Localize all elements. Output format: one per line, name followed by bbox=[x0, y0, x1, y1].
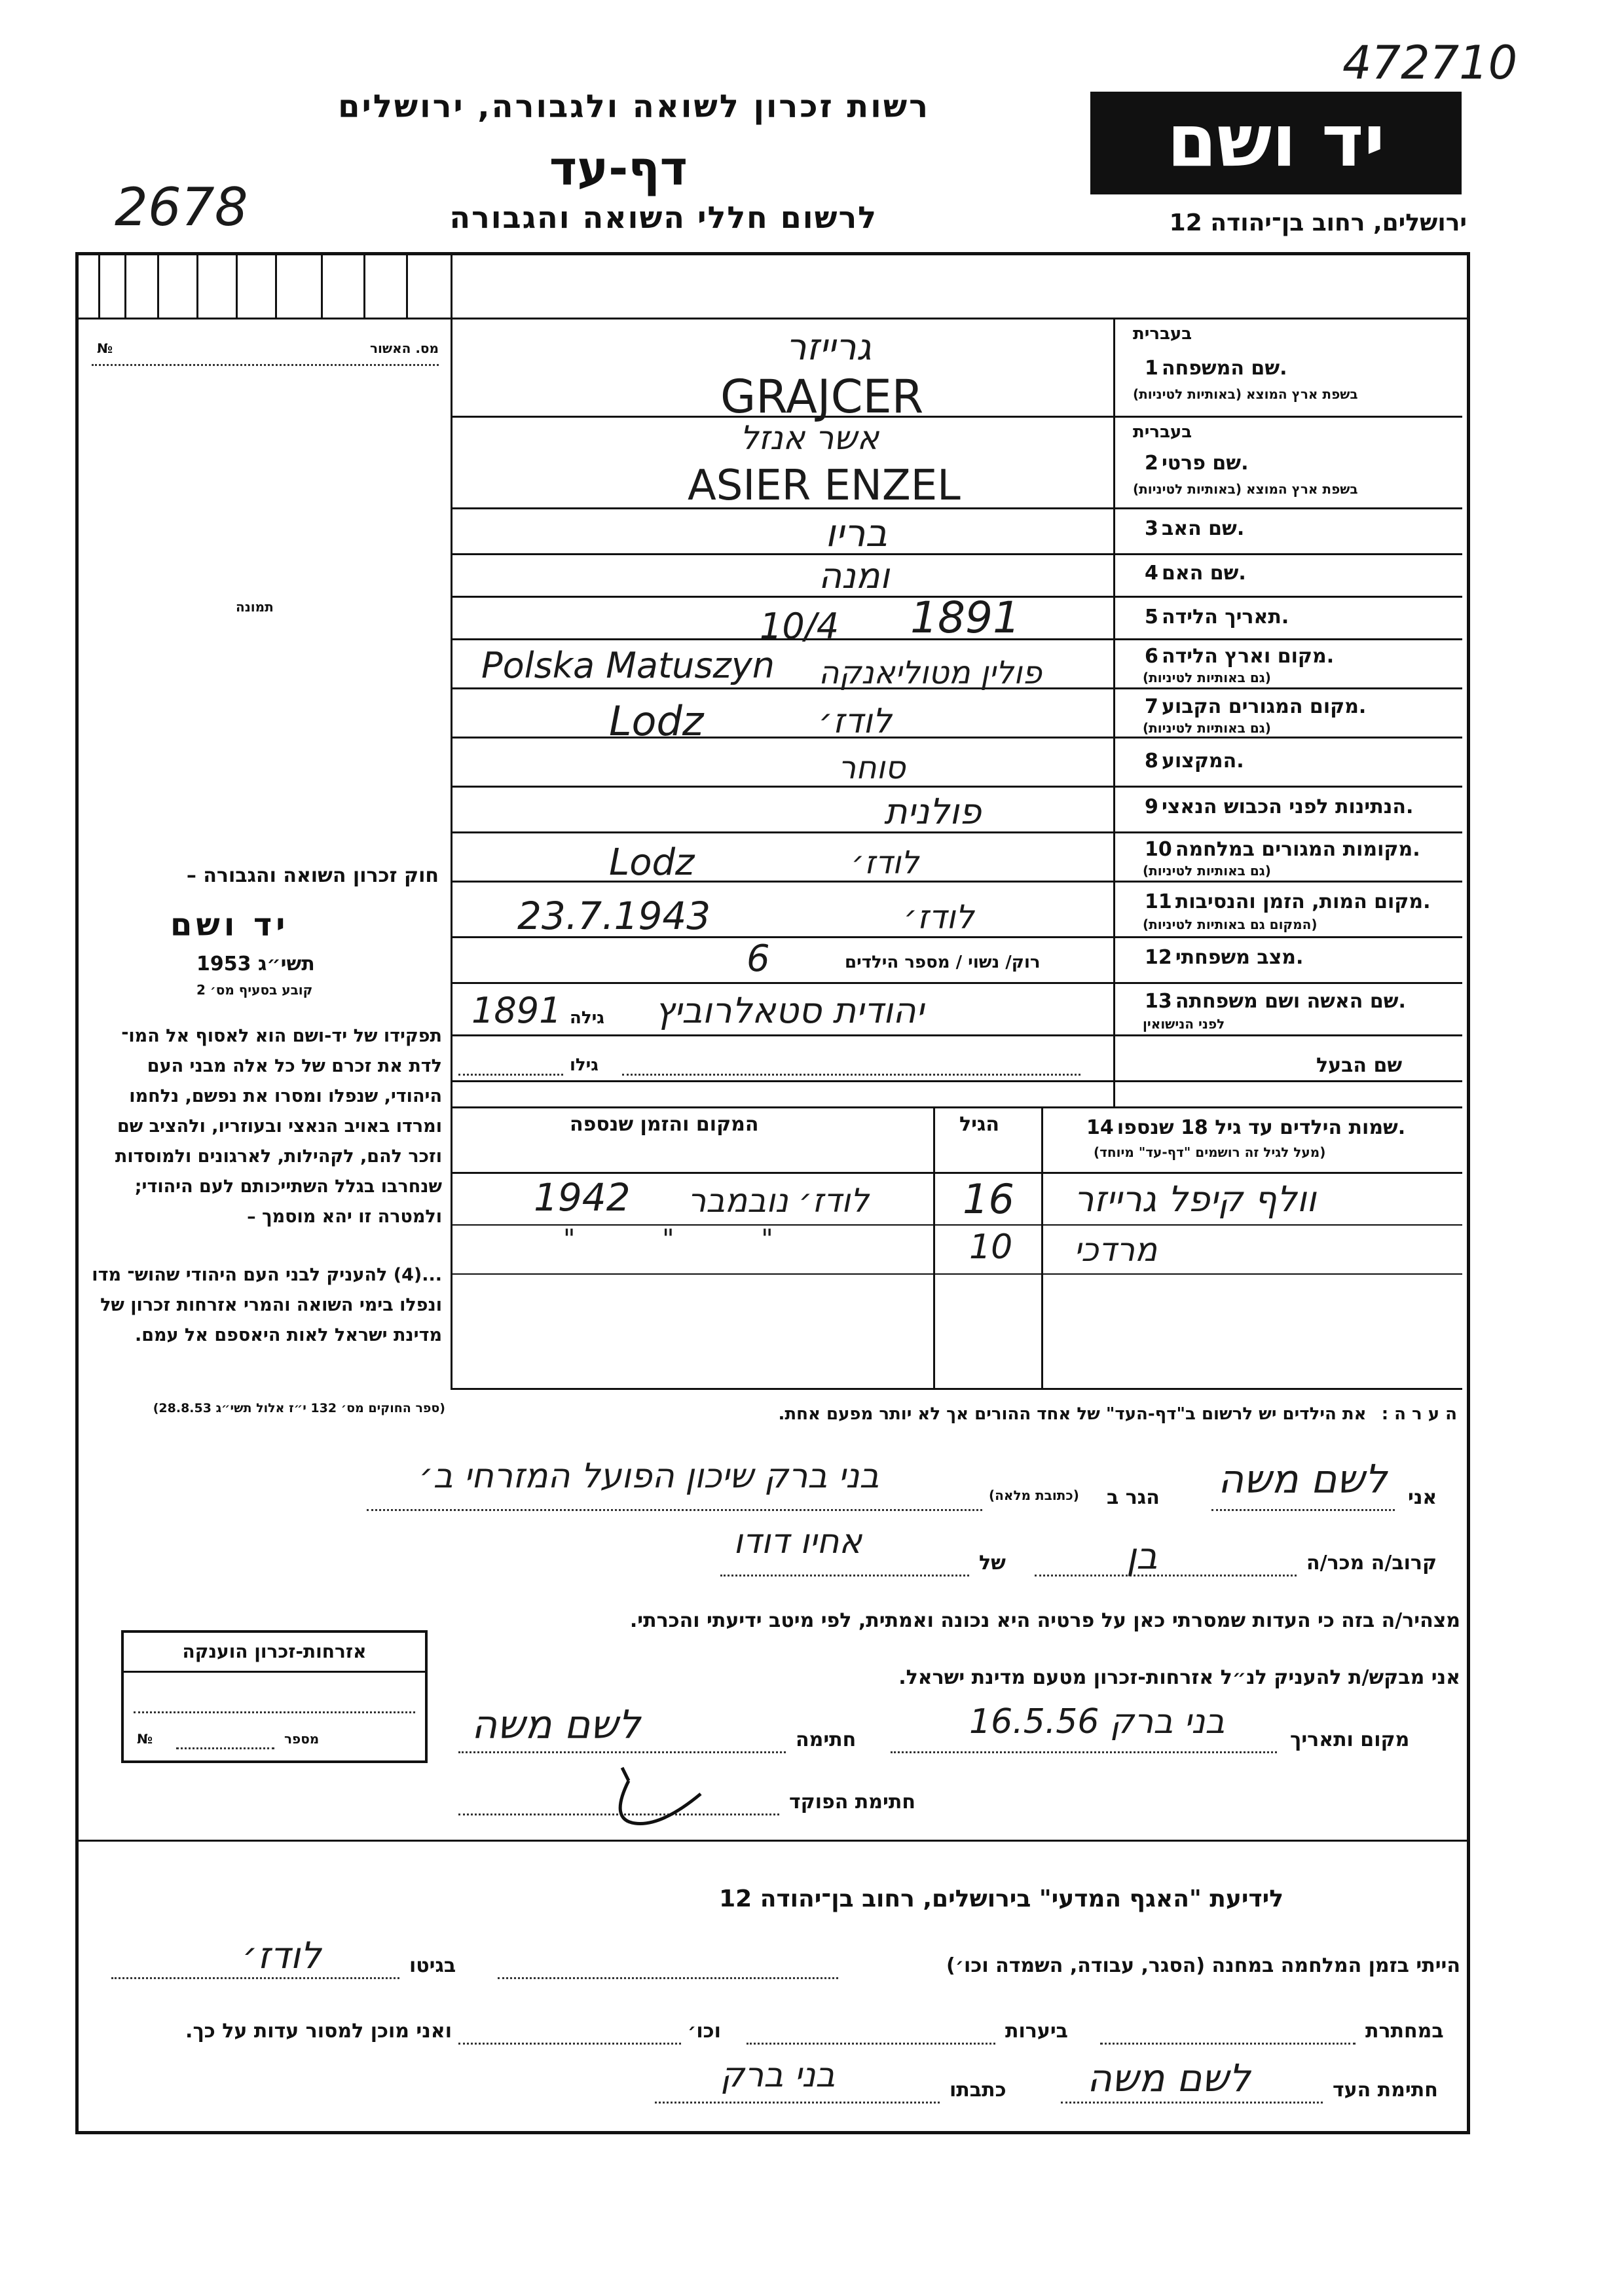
witness-address-value: בני ברק bbox=[720, 2056, 836, 2095]
field-11-value-date: 23.7.1943 bbox=[517, 894, 711, 938]
field-10-label: מקומות המגורים במלחמה bbox=[1175, 838, 1413, 861]
of-label: של bbox=[979, 1552, 1006, 1575]
photo-label: תמונה bbox=[236, 599, 274, 615]
field-10-value-he: לודז׳ bbox=[851, 845, 919, 881]
header-address: ירושלים, רחוב בן־יהודה 12 bbox=[1169, 210, 1467, 236]
field-4-label-row bbox=[1133, 562, 1246, 585]
field-12-value: 6 bbox=[747, 938, 770, 980]
field-6-label: מקום וארץ הלידה bbox=[1161, 645, 1327, 668]
field-11-label-row bbox=[1133, 890, 1431, 913]
field-8-label: המקצוע bbox=[1161, 750, 1237, 773]
law-clause: קובע בסעיף מס׳ 2 bbox=[196, 982, 313, 998]
field-5-num: 5. bbox=[1145, 606, 1289, 629]
declarant-ani: אני bbox=[1408, 1486, 1437, 1509]
children-num: 14. bbox=[1086, 1116, 1406, 1139]
page-subtitle: לרשום חללי השואה והגבורה bbox=[449, 200, 877, 235]
witness-sig-value: לשם משה bbox=[1087, 2056, 1251, 2100]
declaration-request: אני מבקש/ת להעניק לנ״ל אזרחות-זכרון מטעם מדינת ישראל. bbox=[898, 1666, 1460, 1689]
field-9-value: פולנית bbox=[884, 791, 982, 832]
footer-forests: ביערות bbox=[1005, 2020, 1068, 2043]
field-1-label-row bbox=[1133, 357, 1287, 380]
field-13-num: 13. bbox=[1145, 990, 1406, 1013]
footer-ghetto-value: לודז׳ bbox=[242, 1935, 322, 1977]
witness-sig-label: חתימת העד bbox=[1333, 2079, 1438, 2102]
declarant-name: לשם משה bbox=[1218, 1457, 1387, 1503]
declarant-resides-label: הגר ב bbox=[1107, 1486, 1160, 1509]
approval-no-sign: № bbox=[97, 340, 113, 356]
footer-line1: הייתי בזמן המלחמה במחנה (הסגר, עבודה, השמדה וכו׳) bbox=[946, 1954, 1460, 1977]
field-1-num: 1. bbox=[1145, 357, 1287, 380]
field-1-label: שם המשפחה bbox=[1161, 357, 1280, 380]
field-9-label-row bbox=[1133, 795, 1413, 818]
field-7-value-he: לודז׳ bbox=[819, 702, 892, 741]
husband-label: שם הבעל bbox=[1316, 1054, 1403, 1077]
relation-value: בן bbox=[1126, 1535, 1158, 1578]
org-name: רשות זכרון לשואה ולגבורה, ירושלים bbox=[338, 88, 930, 125]
child-1-name: וולף קיפל גרייזר bbox=[1074, 1178, 1316, 1220]
field-2-hint: בשפת ארץ המוצא (באותיות לטיניות) bbox=[1133, 481, 1358, 497]
field-6-label-row bbox=[1133, 645, 1334, 668]
child-2-name: מרדכי bbox=[1074, 1231, 1158, 1269]
child-2-place: " " " bbox=[563, 1224, 813, 1254]
field-12-num: 12. bbox=[1145, 946, 1304, 969]
approval-field bbox=[92, 340, 439, 366]
field-11-hint: (המקום גם באותיות לטיניות) bbox=[1143, 917, 1318, 932]
field-12-options: רוק/ נשוי / מספר הילדים bbox=[845, 953, 1041, 972]
child-1-place: לודז׳ נובמבר bbox=[688, 1182, 869, 1220]
note-text: את הילדים יש לרשום ב"דף-העד" של אחד ההורים אך לא יותר מפעם אחת. bbox=[778, 1404, 1367, 1424]
field-13-label-row bbox=[1133, 990, 1406, 1013]
field-5-label: תאריך הלידה bbox=[1161, 606, 1282, 629]
note-label: ה ע ר ה : bbox=[1381, 1404, 1457, 1424]
footer-heading: לידיעת "האגף המדעי" בירושלים, רחוב בן־יהודה 12 bbox=[719, 1886, 1283, 1912]
field-12-label: מצב משפחתי bbox=[1175, 946, 1297, 969]
citizenship-box bbox=[121, 1630, 428, 1763]
law-title: חוק זכרון השואה והגבורה – bbox=[186, 864, 439, 887]
field-4-label: שם האם bbox=[1161, 562, 1239, 585]
of-value: אחיו דודו bbox=[733, 1522, 862, 1561]
official-signature bbox=[602, 1755, 720, 1833]
archive-number: 472710 bbox=[1342, 36, 1518, 90]
law-source: (ספר החוקים מס׳ 132 י״ז אלול תשי״ג 28.8.53) bbox=[153, 1401, 445, 1415]
law-name: יד ושם bbox=[170, 907, 289, 943]
field-10-label-row bbox=[1133, 838, 1420, 861]
field-1-lang: בעברית bbox=[1133, 324, 1192, 344]
official-signature-stroke bbox=[620, 1781, 701, 1823]
official-signature-stroke-2 bbox=[622, 1768, 629, 1781]
field-3-label-row bbox=[1133, 517, 1244, 540]
field-10-hint: (גם באותיות לטיניות) bbox=[1143, 863, 1271, 879]
citizenship-number-label: מספר bbox=[284, 1731, 320, 1747]
place-date-value: בני ברק 16.5.56 bbox=[969, 1702, 1225, 1741]
field-3-value: בריו bbox=[825, 511, 888, 555]
field-1-hint: בשפת ארץ המוצא (באותיות לטיניות) bbox=[1133, 386, 1358, 402]
field-2-lang: בעברית bbox=[1133, 422, 1192, 442]
children-subtitle: (מעל לגיל זה רושמים "דף-עד" מיוחד) bbox=[1094, 1144, 1326, 1160]
field-5-label-row bbox=[1133, 606, 1289, 629]
field-10-num: 10. bbox=[1145, 838, 1420, 861]
field-4-value: ומנה bbox=[819, 555, 890, 596]
field-2-value-latin: ASIER ENZEL bbox=[688, 462, 961, 510]
field-6-hint: (גם באותיות לטיניות) bbox=[1143, 670, 1271, 685]
field-6-value-latin: Polska Matuszyn bbox=[481, 645, 775, 686]
field-11-value-he: לודז׳ bbox=[904, 898, 974, 936]
field-9-label: הנתינות לפני הכבוש הנאצי bbox=[1161, 795, 1406, 818]
footer-ready: ואני מוכן למסור עדות על כך. bbox=[185, 2020, 452, 2043]
field-8-num: 8. bbox=[1145, 750, 1244, 773]
field-13-value: יהודית סטאלרוביץ bbox=[655, 990, 924, 1031]
field-7-value-latin: Lodz bbox=[609, 697, 704, 745]
child-1-age: 16 bbox=[963, 1175, 1014, 1223]
declaration-statement: מצהיר/ה בזה כי העדות שמסרתי כאן על פרטיה היא נכונה ואמתית, לפי מיטב ידיעתי והכרתי. bbox=[629, 1609, 1460, 1632]
field-6-value-he: פולין מטוליאנקה bbox=[819, 655, 1042, 691]
declarant-address-hint: (כתובת מלאה) bbox=[989, 1487, 1079, 1503]
field-2-label-row bbox=[1133, 452, 1248, 475]
children-title-row bbox=[1077, 1116, 1405, 1139]
footer-underground: במחתרת bbox=[1365, 2020, 1444, 2043]
approval-label: מס. האשור bbox=[370, 340, 439, 356]
law-text-1: תפקידו של יד-ושם הוא לאסוף אל המו־ לדת את זכרם של כל אלה מבני העם היהודי, שנפלו ומסרו את נפשם, נלחמו ומרדו באויב הנאצי ובעוזריו, ולהציב שם וזכר להם, לקהילות, לארגונים ולמוסדות שנחרבו בגלל השתייכותם לעם היהודי; ולמטרה זו יהא מוסמך – bbox=[115, 1026, 442, 1227]
field-2-num: 2. bbox=[1145, 452, 1249, 475]
field-4-num: 4. bbox=[1145, 562, 1246, 585]
field-2-label: שם פרטי bbox=[1161, 452, 1242, 475]
official-sig-label: חתימת הפוקד bbox=[789, 1791, 915, 1813]
children-col-age: הגיל bbox=[959, 1113, 999, 1136]
field-9-num: 9. bbox=[1145, 795, 1414, 818]
children-title: שמות הילדים עד גיל 18 שנספו bbox=[1116, 1116, 1398, 1139]
field-7-num: 7. bbox=[1145, 695, 1367, 718]
field-6-num: 6. bbox=[1145, 645, 1335, 668]
field-2-value-he: אשר אנזל bbox=[740, 419, 879, 457]
field-12-label-row bbox=[1133, 946, 1303, 969]
field-10-value-latin: Lodz bbox=[609, 841, 695, 884]
witness-address-label: כתבתו bbox=[950, 2079, 1006, 2102]
children-col-place: המקום והזמן שנספה bbox=[570, 1113, 759, 1136]
field-3-num: 3. bbox=[1145, 517, 1245, 540]
field-7-label: מקום המגורים הקבוע bbox=[1161, 695, 1359, 718]
child-1-year: 1942 bbox=[534, 1175, 631, 1220]
field-5-year: 1891 bbox=[910, 592, 1020, 643]
field-8-value: סוחר bbox=[838, 750, 906, 786]
field-11-label: מקום המות, הזמן והנסיבות bbox=[1175, 890, 1424, 913]
page-title: דף-עד bbox=[549, 141, 688, 196]
field-11-num: 11. bbox=[1145, 890, 1431, 913]
field-1-value-latin: GRAJCER bbox=[720, 370, 924, 424]
declarant-address: בני ברק שיכון הפועל המזרחי ב׳ bbox=[419, 1457, 879, 1496]
relation-label: קרוב/ה מכר/ה bbox=[1306, 1552, 1437, 1575]
yad-vashem-logo bbox=[1090, 92, 1462, 194]
field-13-hint: לפני הנישואין bbox=[1143, 1016, 1225, 1032]
footer-ghetto-label: בגיטו bbox=[409, 1954, 456, 1977]
note bbox=[779, 1404, 1458, 1424]
page-number-text: 2678 bbox=[115, 177, 248, 238]
law-text-2: ...(4) להעניק לבני העם היהודי שהוש־ מדו ונפלו בימי השואה והמרי אזרחות זכרון של מדינת ישראל לאות היאספם אל עמם. bbox=[92, 1265, 442, 1345]
field-13-label: שם האשה ושם משפחתה bbox=[1175, 990, 1399, 1013]
logo-text: יד ושם bbox=[1166, 99, 1386, 183]
husband-age-label: גילו bbox=[570, 1055, 599, 1075]
field-7-label-row bbox=[1133, 695, 1366, 718]
law-year: תשי״ג 1953 bbox=[196, 953, 315, 975]
field-13-age-value: 1891 bbox=[471, 990, 562, 1031]
signature-value: לשם משה bbox=[471, 1702, 640, 1748]
field-3-label: שם האב bbox=[1161, 517, 1237, 540]
field-5-day: 10/4 bbox=[760, 606, 840, 647]
field-13-age-label: גילה bbox=[570, 1008, 604, 1028]
place-date-label: מקום ותאריך bbox=[1290, 1728, 1410, 1751]
child-2-age: 10 bbox=[969, 1228, 1013, 1267]
citizenship-title: אזרחות-זכרון הוענקה bbox=[182, 1641, 367, 1662]
page-number bbox=[115, 177, 248, 238]
footer-etc: וכו׳ bbox=[688, 2020, 721, 2043]
field-8-label-row bbox=[1133, 750, 1244, 773]
citizenship-number-sign: № bbox=[137, 1731, 153, 1747]
field-1-value-he: גרייזר bbox=[786, 326, 872, 369]
signature-label: חתימה bbox=[796, 1728, 857, 1751]
field-7-hint: (גם באותיות לטיניות) bbox=[1143, 720, 1271, 736]
